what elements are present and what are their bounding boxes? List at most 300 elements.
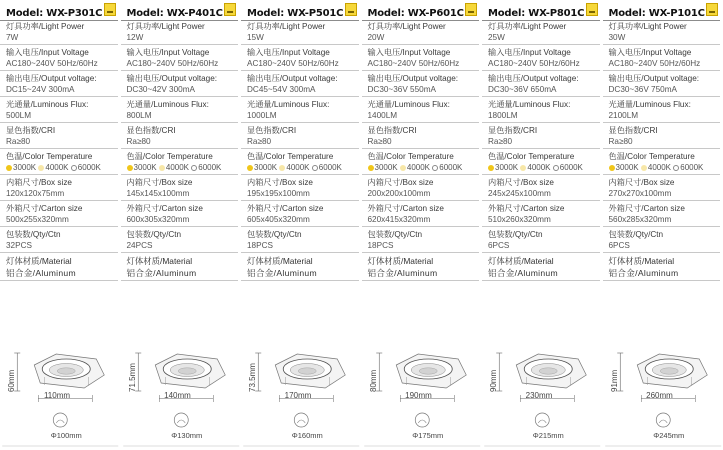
carton-row	[247, 203, 359, 225]
ct-warm: 3000K	[13, 163, 37, 172]
box-label: 内箱尺寸/Box size	[367, 178, 434, 187]
power-row	[488, 21, 600, 43]
row-divider	[603, 148, 721, 149]
color-temp-label: 色温/Color Temperature	[367, 152, 454, 161]
input-value: AC180~240V 50Hz/60Hz	[608, 59, 701, 68]
input-value: AC180~240V 50Hz/60Hz	[247, 59, 339, 68]
cri-row	[247, 125, 359, 147]
power-label: 灯具功率/Light Power	[247, 22, 326, 31]
carton-label: 外箱尺寸/Carton size	[247, 204, 324, 213]
warm-dot-icon	[247, 165, 253, 171]
material-row	[488, 255, 600, 279]
row-divider	[603, 174, 721, 175]
row-divider	[482, 70, 600, 71]
carton-value: 500x255x320mm	[6, 215, 69, 224]
color-temp-row	[488, 151, 600, 173]
box-label: 内箱尺寸/Box size	[247, 178, 313, 187]
box-row	[247, 177, 359, 199]
output-value: DC30~36V 650mA	[488, 85, 557, 94]
box-row	[6, 177, 118, 199]
product-column-4	[362, 0, 483, 450]
row-divider	[0, 70, 118, 71]
power-row	[368, 21, 480, 43]
output-row	[6, 73, 118, 95]
row-divider	[362, 252, 480, 253]
certification-badge-icon	[465, 3, 477, 16]
row-divider	[241, 226, 359, 227]
row-divider	[362, 122, 480, 123]
height-dimension: 60mm	[7, 369, 16, 392]
flux-label: 光通量/Luminous Flux:	[488, 100, 571, 109]
carton-value: 560x285x320mm	[608, 215, 672, 224]
height-dimension: 73.5mm	[248, 363, 257, 392]
warm-dot-icon	[6, 165, 12, 171]
ct-warm: 3000K	[615, 163, 639, 172]
qty-value: 24PCS	[126, 241, 153, 250]
input-label: 输入电压/Input Voltage	[367, 48, 451, 57]
material-label: 灯体材质/Material	[6, 256, 72, 266]
row-divider	[362, 96, 480, 97]
cri-row	[6, 125, 118, 147]
power-label: 灯具功率/Light Power	[488, 22, 567, 31]
box-row	[127, 177, 239, 199]
row-divider	[241, 122, 359, 123]
row-divider	[121, 174, 239, 175]
output-label: 输出电压/Output voltage:	[6, 74, 97, 83]
input-value: AC180~240V 50Hz/60Hz	[367, 59, 460, 68]
neutral-dot-icon	[400, 165, 406, 171]
box-value: 195x195x100mm	[247, 189, 310, 198]
power-value: 7W	[6, 33, 19, 42]
cri-label: 显色指数/CRI	[6, 126, 56, 135]
ct-cool: 6000K	[318, 163, 342, 172]
row-divider	[241, 96, 359, 97]
qty-value: 6PCS	[608, 241, 630, 250]
row-divider	[482, 44, 600, 45]
product-column-3	[241, 0, 362, 450]
color-temp-row	[127, 151, 239, 173]
model-name: Model: WX-P501C	[247, 8, 344, 19]
power-label: 灯具功率/Light Power	[608, 22, 687, 31]
model-header	[247, 3, 359, 19]
color-temp-label: 色温/Color Temperature	[126, 152, 213, 161]
output-label: 输出电压/Output voltage:	[488, 74, 579, 83]
material-label: 灯体材质/Material	[126, 256, 193, 266]
height-dimension: 91mm	[609, 369, 619, 392]
material-value: 铝合金/Aluminum	[126, 268, 197, 278]
material-label: 灯体材质/Material	[488, 256, 554, 266]
warm-dot-icon	[368, 165, 374, 171]
row-divider	[603, 226, 721, 227]
carton-label: 外箱尺寸/Carton size	[6, 204, 83, 213]
box-value: 245x245x100mm	[488, 189, 551, 198]
width-dimension: 170mm	[284, 391, 312, 400]
model-name: Model: WX-P801C	[488, 8, 585, 19]
height-dimension: 80mm	[368, 369, 378, 392]
input-row	[247, 47, 359, 69]
input-row	[609, 47, 721, 69]
row-divider	[362, 174, 480, 175]
input-label: 输入电压/Input Voltage	[247, 48, 330, 57]
power-row	[609, 21, 721, 43]
row-divider	[121, 280, 239, 281]
cri-value: Ra≥80	[126, 137, 151, 146]
cri-value: Ra≥80	[367, 137, 392, 146]
qty-label: 包装数/Qty/Ctn	[126, 230, 182, 239]
row-divider	[603, 280, 721, 281]
color-temp-row	[6, 151, 118, 173]
flux-label: 光通量/Luminous Flux:	[608, 100, 691, 109]
row-divider	[0, 122, 118, 123]
input-row	[127, 47, 239, 69]
output-row	[127, 73, 239, 95]
row-divider	[241, 148, 359, 149]
row-divider	[362, 280, 480, 281]
row-divider	[0, 280, 118, 281]
material-value: 铝合金/Aluminum	[247, 268, 317, 278]
cri-row	[609, 125, 721, 147]
row-divider	[362, 226, 480, 227]
box-label: 内箱尺寸/Box size	[6, 178, 72, 187]
product-column-5	[482, 0, 603, 450]
qty-label: 包装数/Qty/Ctn	[247, 230, 302, 239]
power-label: 灯具功率/Light Power	[6, 22, 85, 31]
cool-dot-icon	[432, 165, 438, 171]
box-value: 270x270x100mm	[608, 189, 672, 198]
row-divider	[603, 70, 721, 71]
power-row	[6, 21, 118, 43]
output-row	[609, 73, 721, 95]
box-value: 145x145x100mm	[126, 189, 190, 198]
flux-row	[127, 99, 239, 121]
material-row	[127, 255, 239, 279]
output-label: 输出电压/Output voltage:	[367, 74, 459, 83]
flux-value: 2100LM	[608, 111, 639, 120]
cutout-size: Φ160mm	[291, 431, 323, 440]
material-label: 灯体材质/Material	[608, 256, 675, 266]
model-name: Model: WX-P401C	[126, 8, 223, 19]
row-divider	[241, 174, 359, 175]
warm-dot-icon	[127, 165, 133, 171]
row-divider	[121, 96, 239, 97]
row-divider	[121, 148, 239, 149]
carton-row	[368, 203, 480, 225]
cool-dot-icon	[191, 165, 197, 171]
ct-warm: 3000K	[133, 163, 157, 172]
input-label: 输入电压/Input Voltage	[6, 48, 89, 57]
ct-neutral: 4000K	[527, 163, 551, 172]
cutout-size: Φ245mm	[653, 431, 685, 440]
row-divider	[482, 148, 600, 149]
carton-value: 600x305x320mm	[126, 215, 190, 224]
color-temp-options	[247, 162, 359, 173]
model-name: Model: WX-P601C	[367, 8, 464, 19]
material-row	[247, 255, 359, 279]
cri-value: Ra≥80	[247, 137, 272, 146]
neutral-dot-icon	[159, 165, 165, 171]
power-label: 灯具功率/Light Power	[126, 22, 205, 31]
qty-label: 包装数/Qty/Ctn	[367, 230, 423, 239]
output-value: DC30~36V 550mA	[367, 85, 436, 94]
ct-cool: 6000K	[439, 163, 463, 172]
ct-warm: 3000K	[374, 163, 398, 172]
ct-neutral: 4000K	[406, 163, 431, 172]
color-temp-row	[368, 151, 480, 173]
flux-value: 1800LM	[488, 111, 518, 120]
flux-row	[247, 99, 359, 121]
row-divider	[241, 70, 359, 71]
carton-value: 605x405x320mm	[247, 215, 310, 224]
height-dimension: 71.5mm	[127, 363, 137, 392]
output-value: DC30~36V 750mA	[608, 85, 677, 94]
qty-value: 32PCS	[6, 241, 32, 250]
certification-badge-icon	[345, 3, 357, 16]
material-value: 铝合金/Aluminum	[608, 268, 679, 278]
color-temp-options	[6, 162, 118, 173]
input-value: AC180~240V 50Hz/60Hz	[6, 59, 98, 68]
flux-row	[609, 99, 721, 121]
color-temp-row	[609, 151, 721, 173]
width-dimension: 110mm	[43, 391, 71, 400]
model-name: Model: WX-P101C	[608, 8, 705, 19]
power-row	[247, 21, 359, 43]
cutout-size: Φ175mm	[412, 431, 444, 440]
material-label: 灯体材质/Material	[247, 256, 313, 266]
row-divider	[482, 252, 600, 253]
color-temp-options	[368, 162, 480, 173]
output-value: DC45~54V 300mA	[247, 85, 316, 94]
certification-badge-icon	[586, 3, 598, 16]
certification-badge-icon	[224, 3, 236, 16]
color-temp-options	[488, 162, 600, 173]
cool-dot-icon	[673, 165, 679, 171]
input-row	[488, 47, 600, 69]
row-divider	[603, 252, 721, 253]
ct-neutral: 4000K	[647, 163, 672, 172]
row-divider	[482, 280, 600, 281]
cri-row	[127, 125, 239, 147]
row-divider	[482, 226, 600, 227]
flux-label: 光通量/Luminous Flux:	[247, 100, 330, 109]
row-divider	[362, 200, 480, 201]
row-divider	[241, 44, 359, 45]
input-label: 输入电压/Input Voltage	[488, 48, 571, 57]
cool-dot-icon	[312, 165, 318, 171]
power-value: 25W	[488, 33, 505, 42]
qty-row	[368, 229, 480, 251]
cri-row	[368, 125, 480, 147]
output-label: 输出电压/Output voltage:	[608, 74, 700, 83]
row-divider	[603, 96, 721, 97]
box-value: 200x200x100mm	[367, 189, 431, 198]
input-label: 输入电压/Input Voltage	[126, 48, 210, 57]
qty-row	[247, 229, 359, 251]
power-value: 20W	[367, 33, 385, 42]
cri-label: 显色指数/CRI	[367, 126, 417, 135]
material-label: 灯体材质/Material	[367, 256, 434, 266]
ct-cool: 6000K	[198, 163, 222, 172]
ct-warm: 3000K	[254, 163, 278, 172]
row-divider	[0, 96, 118, 97]
power-row	[127, 21, 239, 43]
ct-neutral: 4000K	[165, 163, 190, 172]
carton-row	[127, 203, 239, 225]
neutral-dot-icon	[641, 165, 647, 171]
row-divider	[603, 200, 721, 201]
width-dimension: 140mm	[164, 391, 191, 400]
ct-cool: 6000K	[559, 163, 583, 172]
neutral-dot-icon	[520, 165, 526, 171]
product-column-2	[121, 0, 242, 450]
carton-label: 外箱尺寸/Carton size	[488, 204, 565, 213]
row-divider	[482, 96, 600, 97]
ct-cool: 6000K	[680, 163, 704, 172]
row-divider	[0, 44, 118, 45]
height-dimension: 90mm	[489, 369, 498, 392]
cri-value: Ra≥80	[6, 137, 31, 146]
row-divider	[362, 148, 480, 149]
cri-label: 显色指数/CRI	[608, 126, 658, 135]
carton-label: 外箱尺寸/Carton size	[367, 204, 444, 213]
neutral-dot-icon	[38, 165, 44, 171]
color-temp-label: 色温/Color Temperature	[6, 152, 93, 161]
flux-row	[368, 99, 480, 121]
qty-row	[488, 229, 600, 251]
flux-label: 光通量/Luminous Flux:	[126, 100, 209, 109]
flux-value: 500LM	[6, 111, 32, 120]
color-temp-label: 色温/Color Temperature	[608, 152, 695, 161]
model-header	[6, 3, 118, 19]
material-value: 铝合金/Aluminum	[488, 268, 558, 278]
carton-value: 620x415x320mm	[367, 215, 431, 224]
row-divider	[0, 174, 118, 175]
certification-badge-icon	[104, 3, 116, 16]
qty-label: 包装数/Qty/Ctn	[608, 230, 664, 239]
material-value: 铝合金/Aluminum	[6, 268, 76, 278]
output-row	[247, 73, 359, 95]
box-label: 内箱尺寸/Box size	[126, 178, 193, 187]
cri-value: Ra≥80	[608, 137, 633, 146]
flux-label: 光通量/Luminous Flux:	[6, 100, 89, 109]
carton-label: 外箱尺寸/Carton size	[126, 204, 203, 213]
box-value: 120x120x75mm	[6, 189, 65, 198]
row-divider	[0, 148, 118, 149]
ct-cool: 6000K	[77, 163, 101, 172]
box-row	[609, 177, 721, 199]
warm-dot-icon	[488, 165, 494, 171]
row-divider	[603, 44, 721, 45]
row-divider	[241, 280, 359, 281]
row-divider	[121, 200, 239, 201]
row-divider	[482, 174, 600, 175]
qty-value: 18PCS	[367, 241, 394, 250]
material-row	[368, 255, 480, 279]
cool-dot-icon	[71, 165, 77, 171]
carton-row	[488, 203, 600, 225]
warm-dot-icon	[609, 165, 615, 171]
cri-label: 显色指数/CRI	[247, 126, 297, 135]
row-divider	[121, 122, 239, 123]
row-divider	[121, 70, 239, 71]
model-header	[488, 3, 600, 19]
row-divider	[0, 252, 118, 253]
color-temp-options	[609, 162, 721, 173]
width-dimension: 260mm	[646, 391, 673, 400]
flux-value: 1400LM	[367, 111, 398, 120]
row-divider	[603, 122, 721, 123]
cri-value: Ra≥80	[488, 137, 513, 146]
power-label: 灯具功率/Light Power	[367, 22, 446, 31]
material-value: 铝合金/Aluminum	[367, 268, 438, 278]
color-temp-options	[127, 162, 239, 173]
qty-value: 6PCS	[488, 241, 510, 250]
output-label: 输出电压/Output voltage:	[126, 74, 218, 83]
row-divider	[121, 44, 239, 45]
input-row	[368, 47, 480, 69]
qty-value: 18PCS	[247, 241, 273, 250]
certification-badge-icon	[706, 3, 718, 16]
material-row	[6, 255, 118, 279]
row-divider	[362, 70, 480, 71]
row-divider	[121, 252, 239, 253]
output-value: DC30~42V 300mA	[126, 85, 195, 94]
model-header	[609, 3, 721, 19]
box-label: 内箱尺寸/Box size	[488, 178, 554, 187]
box-row	[488, 177, 600, 199]
width-dimension: 190mm	[405, 391, 432, 400]
input-value: AC180~240V 50Hz/60Hz	[488, 59, 580, 68]
cutout-size: Φ100mm	[50, 431, 82, 440]
power-value: 30W	[608, 33, 626, 42]
qty-row	[127, 229, 239, 251]
cri-label: 显色指数/CRI	[126, 126, 176, 135]
flux-value: 800LM	[126, 111, 152, 120]
flux-label: 光通量/Luminous Flux:	[367, 100, 450, 109]
power-value: 15W	[247, 33, 264, 42]
flux-row	[6, 99, 118, 121]
output-value: DC15~24V 300mA	[6, 85, 75, 94]
flux-row	[488, 99, 600, 121]
neutral-dot-icon	[279, 165, 285, 171]
color-temp-label: 色温/Color Temperature	[488, 152, 575, 161]
input-label: 输入电压/Input Voltage	[608, 48, 692, 57]
row-divider	[241, 252, 359, 253]
output-row	[488, 73, 600, 95]
color-temp-label: 色温/Color Temperature	[247, 152, 334, 161]
product-column-1	[0, 0, 121, 450]
row-divider	[0, 226, 118, 227]
qty-label: 包装数/Qty/Ctn	[6, 230, 61, 239]
flux-value: 1000LM	[247, 111, 277, 120]
carton-row	[609, 203, 721, 225]
row-divider	[0, 200, 118, 201]
color-temp-row	[247, 151, 359, 173]
cri-row	[488, 125, 600, 147]
model-name: Model: WX-P301C	[6, 8, 103, 19]
carton-row	[6, 203, 118, 225]
product-column-6	[603, 0, 723, 450]
cutout-size: Φ130mm	[171, 431, 203, 440]
row-divider	[482, 200, 600, 201]
material-row	[609, 255, 721, 279]
cutout-size: Φ215mm	[532, 431, 564, 440]
ct-neutral: 4000K	[286, 163, 310, 172]
row-divider	[482, 122, 600, 123]
width-dimension: 230mm	[525, 391, 553, 400]
power-value: 12W	[126, 33, 144, 42]
output-row	[368, 73, 480, 95]
qty-label: 包装数/Qty/Ctn	[488, 230, 543, 239]
